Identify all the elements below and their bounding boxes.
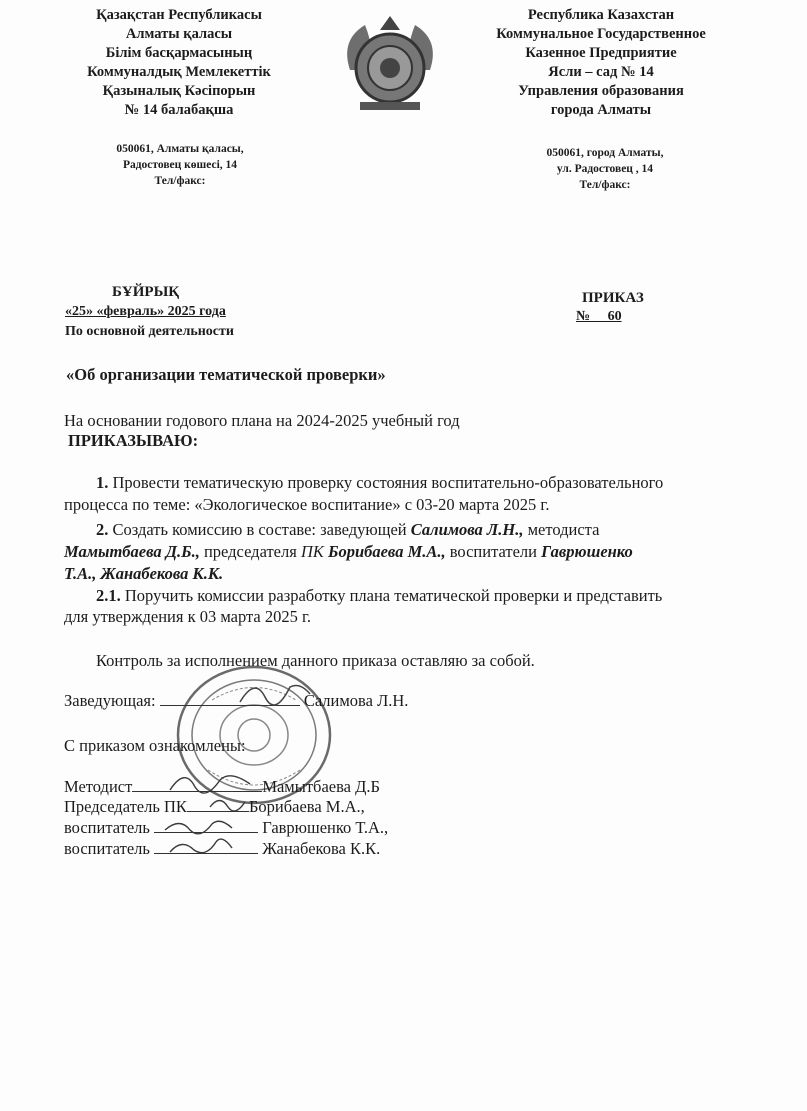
head-label: Заведующая: (64, 691, 156, 710)
address-line: Тел/факс: (579, 179, 631, 191)
header-right-address (495, 145, 715, 193)
head-signature-icon (235, 672, 315, 712)
handwritten-signatures-icon (150, 762, 270, 862)
item-number: 2. (96, 520, 109, 539)
header-left-address (70, 141, 290, 189)
address-line: ул. Радостовец , 14 (556, 163, 654, 175)
order-item-2 (96, 519, 599, 541)
address-line: 050061, город Алматы, (546, 147, 664, 159)
item-text: воспитатели (445, 542, 542, 561)
order-number: № 60 (576, 309, 622, 324)
head-name: Салимова Л.Н. (303, 691, 409, 710)
state-emblem-icon (330, 10, 450, 120)
item-number: 1. (96, 473, 109, 492)
order-date: «25» «февраль» 2025 года (65, 304, 226, 319)
signature-name: Гаврюшенко Т.А., (262, 818, 389, 837)
header-right-line: Казенное Предприятие (525, 45, 677, 61)
item-text: Провести тематическую проверку состояния воспитательно-образовательного (108, 473, 664, 492)
header-right-line: Управления образования (518, 83, 684, 99)
person-name: Мамытбаева Д.Б., (64, 542, 200, 561)
order-item-1 (96, 472, 663, 494)
order-item-2-1-cont: для утверждения к 03 марта 2025 г. (64, 607, 312, 626)
header-left-kz (48, 6, 310, 120)
item-text: Создать комиссию в составе: заведующей (108, 520, 411, 539)
item-text: Поручить комиссии разработку плана тематической проверки и представить (120, 586, 663, 605)
header-left-line: Білім басқармасының (105, 45, 253, 61)
order-title-kz: БҰЙРЫҚ (112, 284, 180, 300)
header-left-line: № 14 балабақша (124, 102, 234, 118)
signature-role: воспитатель (64, 818, 150, 837)
header-right-line: города Алматы (550, 102, 652, 118)
header-left-line: Коммуналдық Мемлекеттік (87, 64, 271, 80)
address-line: 050061, Алматы қаласы, (116, 143, 244, 155)
order-control: Контроль за исполнением данного приказа оставляю за собой. (96, 651, 535, 670)
person-name: Гаврюшенко (541, 542, 633, 561)
address-line: Тел/факс: (154, 175, 206, 187)
signature-role: Методист (64, 777, 133, 796)
header-left-line: Қазақстан Республикасы (96, 7, 262, 23)
signature-role: Председатель ПК (64, 797, 187, 816)
header-right-line: Республика Казахстан (527, 7, 675, 23)
signature-name: Мамытбаева Д.Б (262, 777, 380, 796)
header-right-line: Ясли – сад № 14 (548, 64, 654, 80)
item-text: ПК (300, 542, 328, 561)
order-item-2-1 (96, 585, 662, 607)
header-left-line: Қазыналық Кәсіпорын (102, 83, 256, 99)
item-text: методиста (523, 520, 600, 539)
person-name: Салимова Л.Н., (410, 520, 524, 539)
order-title-ru: ПРИКАЗ (582, 290, 644, 306)
order-item-1-cont: процесса по теме: «Экологическое воспитание» с 03-20 марта 2025 г. (64, 495, 550, 514)
person-name: Борибаева М.А., (327, 542, 446, 561)
header-right-ru (470, 6, 732, 120)
header-left-line: Алматы қаласы (125, 26, 233, 42)
signature-name: Борибаева М.А., (248, 797, 365, 816)
signature-name: Жанабекова К.К. (262, 839, 381, 858)
order-activity: По основной деятельности (65, 324, 234, 339)
order-item-2-cont (64, 541, 633, 563)
header-right-line: Коммунальное Государственное (496, 26, 706, 42)
item-number: 2.1. (96, 586, 121, 605)
address-line: Радостовец көшесі, 14 (122, 159, 238, 171)
signature-role: воспитатель (64, 839, 150, 858)
acquainted-label: С приказом ознакомлены: (64, 736, 246, 755)
order-basis: На основании годового плана на 2024-2025 учебный год (64, 411, 460, 430)
item-text: председателя (199, 542, 301, 561)
order-word: ПРИКАЗЫВАЮ: (68, 431, 199, 450)
order-subject: «Об организации тематической проверки» (66, 365, 386, 384)
order-item-2-names: Т.А., Жанабекова К.К. (64, 564, 224, 583)
